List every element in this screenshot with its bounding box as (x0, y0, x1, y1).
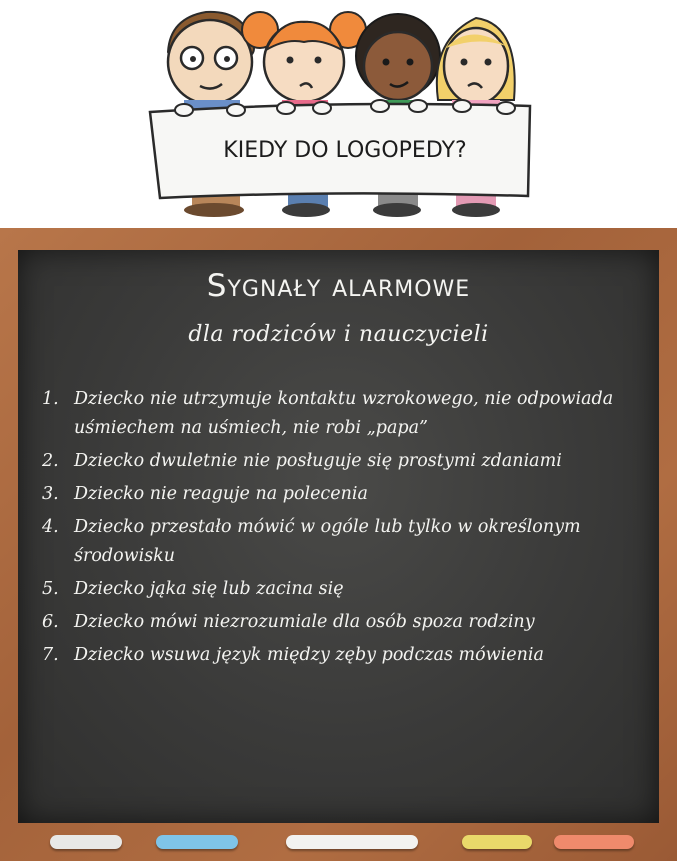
chalk-stick-yellow (462, 835, 532, 849)
item-text: Dziecko wsuwa język między zęby podczas mówienia (74, 645, 544, 665)
item-text: Dziecko nie utrzymuje kontaktu wzrokowego, nie odpowiada uśmiechem na uśmiech, nie robi „papa” (74, 389, 614, 438)
list-item (42, 608, 642, 637)
chalk-stick-white (50, 835, 122, 849)
item-number: 4. (42, 517, 59, 537)
list-item (42, 513, 642, 571)
board-title: Sygnały alarmowe (206, 268, 471, 304)
item-text: Dziecko dwuletnie nie posługuje się prostymi zdaniami (74, 451, 562, 471)
item-text: Dziecko nie reaguje na polecenia (74, 484, 368, 504)
item-text: Dziecko mówi niezrozumiale dla osób spoza rodziny (74, 612, 535, 632)
banner (150, 100, 530, 198)
banner-text: KIEDY DO LOGOPEDY? (223, 138, 467, 163)
chalkboard (18, 250, 659, 823)
item-number: 7. (42, 645, 59, 665)
item-text: Dziecko przestało mówić w ogóle lub tylko w określonym środowisku (74, 517, 581, 566)
list-item (42, 575, 642, 604)
chalk-tray (0, 823, 677, 861)
list-item (42, 447, 642, 476)
item-text: Dziecko jąka się lub zacina się (74, 579, 344, 599)
item-number: 6. (42, 612, 59, 632)
item-number: 5. (42, 579, 59, 599)
chalk-stick-blue (156, 835, 238, 849)
warning-signs-list (42, 385, 642, 674)
list-item (42, 385, 642, 443)
item-number: 3. (42, 484, 59, 504)
board-subtitle: dla rodziców i nauczycieli (188, 322, 489, 347)
item-number: 1. (42, 389, 59, 409)
list-item (42, 480, 642, 509)
chalk-stick-white-large (286, 835, 418, 849)
list-item (42, 641, 642, 670)
item-number: 2. (42, 451, 59, 471)
chalk-stick-orange (554, 835, 634, 849)
kids-with-banner-illustration (0, 0, 677, 228)
